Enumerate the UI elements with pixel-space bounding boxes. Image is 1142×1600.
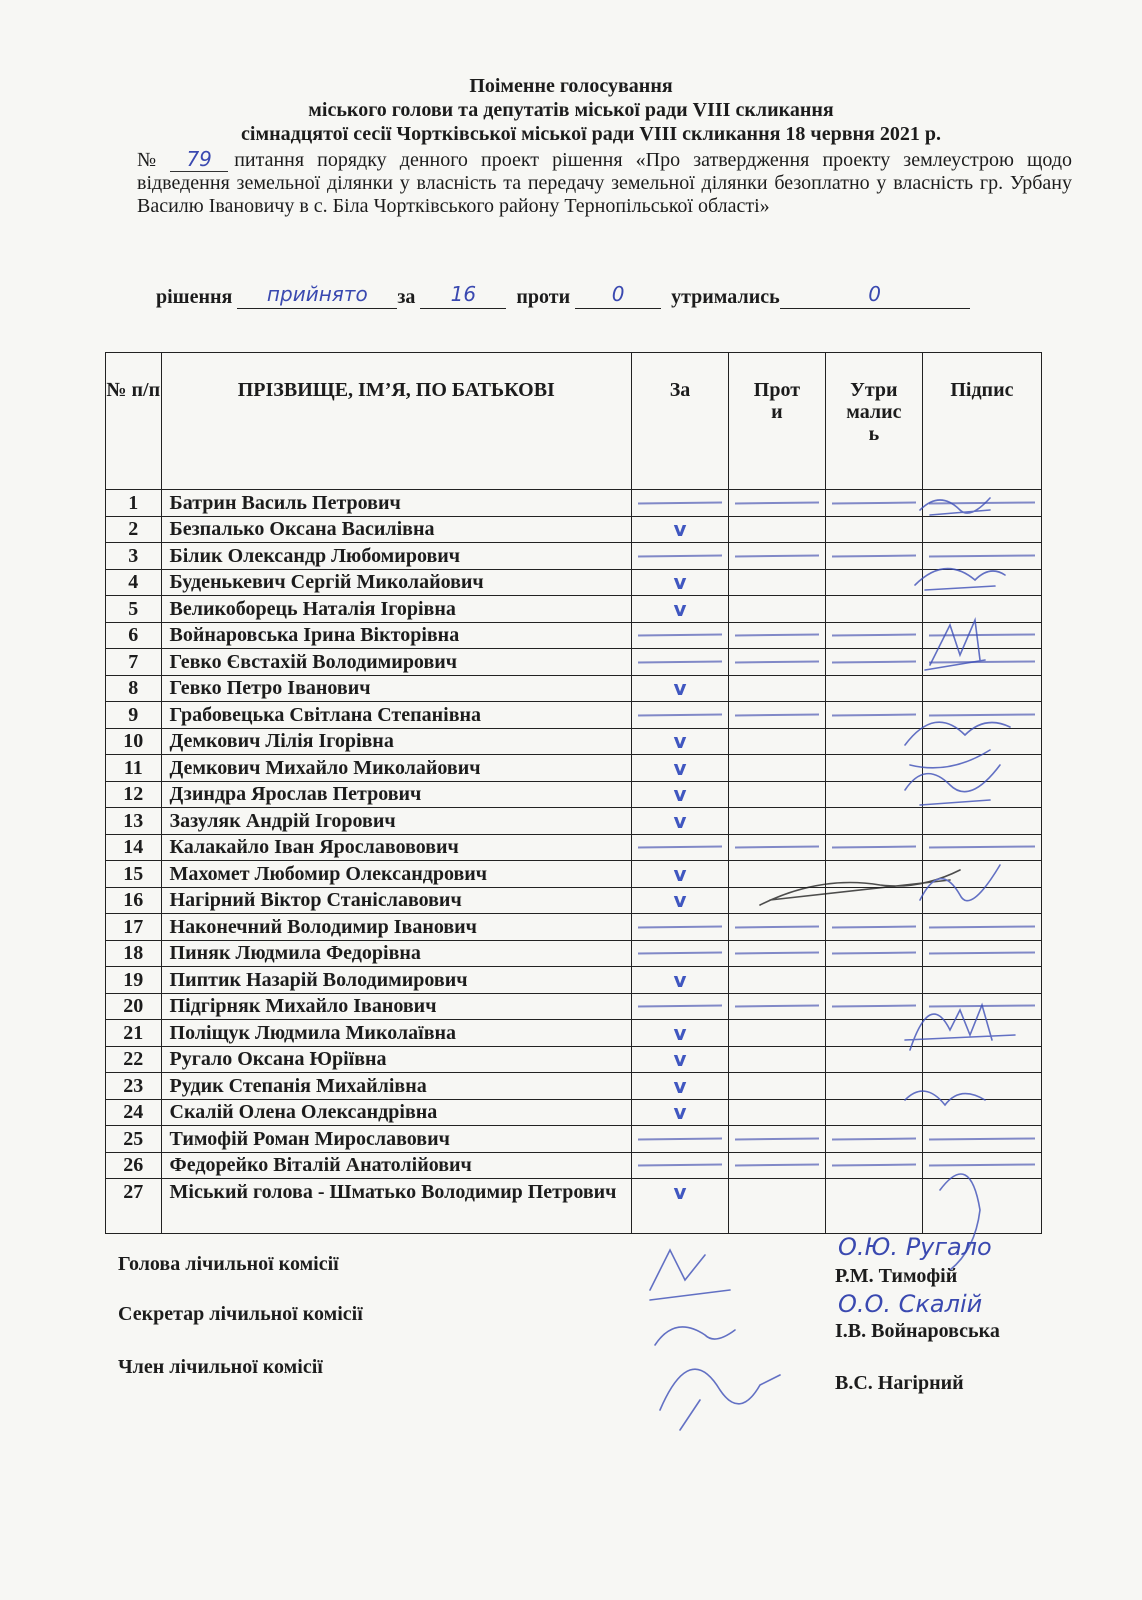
col-name-header: ПРІЗВИЩЕ, ІМ’Я, ПО БАТЬКОВІ — [161, 353, 632, 490]
commission-secretary-label: Секретар лічильної комісії — [118, 1303, 363, 1325]
row-name: Тимофій Роман Мирославович — [161, 1126, 632, 1153]
vote-dash-mark — [832, 1164, 916, 1167]
vote-dash-mark — [832, 713, 916, 716]
vote-check-mark: v — [673, 676, 687, 701]
row-number: 4 — [106, 569, 162, 596]
row-name: Міський голова - Шматько Володимир Петрович — [161, 1179, 632, 1234]
table-row — [106, 1126, 1042, 1153]
vote-check-mark: v — [673, 1180, 687, 1204]
row-number: 20 — [106, 993, 162, 1020]
row-vote-for — [632, 596, 729, 623]
row-signature — [922, 1046, 1041, 1073]
row-vote-abstained — [825, 834, 922, 861]
row-vote-abstained — [825, 861, 922, 888]
row-name: Демкович Михайло Миколайович — [161, 755, 632, 782]
vote-check-mark: v — [673, 517, 687, 542]
row-vote-abstained — [825, 1073, 922, 1100]
row-number: 14 — [106, 834, 162, 861]
row-name: Махомет Любомир Олександрович — [161, 861, 632, 888]
vote-check-mark: v — [673, 967, 687, 992]
commission-secretary-name: І.В. Войнаровська — [835, 1320, 1000, 1342]
vote-dash-mark — [638, 554, 722, 557]
row-vote-against — [728, 967, 825, 994]
votes-table — [105, 352, 1042, 1234]
row-vote-for — [632, 834, 729, 861]
vote-check-mark: v — [673, 1020, 687, 1045]
vote-dash-mark — [638, 952, 722, 955]
row-number: 26 — [106, 1152, 162, 1179]
against-label: проти — [516, 286, 571, 308]
table-row — [106, 543, 1042, 570]
row-signature — [922, 1099, 1041, 1126]
col-signature-header: Підпис — [922, 353, 1041, 490]
row-vote-for — [632, 1046, 729, 1073]
vote-dash-mark — [929, 660, 1035, 663]
table-row — [106, 516, 1042, 543]
row-vote-abstained — [825, 808, 922, 835]
row-vote-for — [632, 940, 729, 967]
vote-dash-mark — [832, 554, 916, 557]
vote-dash-mark — [638, 713, 722, 716]
row-signature — [922, 755, 1041, 782]
row-number: 9 — [106, 702, 162, 729]
vote-dash-mark — [735, 925, 819, 928]
row-name: Безпалько Оксана Василівна — [161, 516, 632, 543]
row-name: Рудик Степанія Михайлівна — [161, 1073, 632, 1100]
col-abstained-header-line2: малис — [846, 401, 902, 423]
row-vote-for — [632, 1020, 729, 1047]
row-vote-abstained — [825, 649, 922, 676]
row-vote-against — [728, 1073, 825, 1100]
row-signature — [922, 834, 1041, 861]
row-number: 5 — [106, 596, 162, 623]
table-row — [106, 808, 1042, 835]
vote-dash-mark — [735, 846, 819, 849]
row-signature — [922, 649, 1041, 676]
row-name: Зазуляк Андрій Ігорович — [161, 808, 632, 835]
table-row — [106, 649, 1042, 676]
row-signature — [922, 1179, 1041, 1234]
row-signature — [922, 781, 1041, 808]
row-signature — [922, 569, 1041, 596]
row-signature — [922, 1073, 1041, 1100]
row-number: 16 — [106, 887, 162, 914]
table-row — [106, 755, 1042, 782]
row-vote-abstained — [825, 1046, 922, 1073]
commission-chair-label: Голова лічильної комісії — [118, 1253, 339, 1275]
row-vote-against — [728, 834, 825, 861]
vote-check-mark: v — [673, 596, 687, 621]
row-name: Калакайло Іван Ярославовович — [161, 834, 632, 861]
row-vote-against — [728, 675, 825, 702]
row-vote-for — [632, 1073, 729, 1100]
row-signature — [922, 887, 1041, 914]
row-vote-for — [632, 569, 729, 596]
table-body — [106, 490, 1042, 1234]
row-name: Ругало Оксана Юріївна — [161, 1046, 632, 1073]
against-count: 0 — [575, 282, 661, 309]
row-signature — [922, 967, 1041, 994]
row-number: 24 — [106, 1099, 162, 1126]
signature-scribble — [655, 1327, 735, 1345]
row-name: Демкович Лілія Ігорівна — [161, 728, 632, 755]
vote-dash-mark — [735, 1005, 819, 1008]
table-row — [106, 967, 1042, 994]
vote-dash-mark — [638, 1005, 722, 1008]
vote-dash-mark — [929, 1005, 1035, 1008]
row-vote-against — [728, 1179, 825, 1234]
row-vote-for — [632, 967, 729, 994]
table-row — [106, 569, 1042, 596]
vote-check-mark: v — [673, 1047, 687, 1072]
row-vote-abstained — [825, 1020, 922, 1047]
vote-dash-mark — [832, 846, 916, 849]
row-signature — [922, 1126, 1041, 1153]
row-vote-against — [728, 728, 825, 755]
table-header-row — [106, 353, 1042, 490]
row-vote-abstained — [825, 1179, 922, 1234]
row-vote-abstained — [825, 702, 922, 729]
row-vote-against — [728, 940, 825, 967]
row-signature — [922, 808, 1041, 835]
row-name: Нагірний Віктор Станіславович — [161, 887, 632, 914]
row-name: Гевко Петро Іванович — [161, 675, 632, 702]
row-vote-against — [728, 1126, 825, 1153]
vote-dash-mark — [929, 846, 1035, 849]
signature-scribble — [660, 1369, 780, 1430]
row-vote-for — [632, 1179, 729, 1234]
for-count: 16 — [420, 282, 506, 309]
vote-dash-mark — [929, 501, 1035, 504]
table-row — [106, 728, 1042, 755]
row-vote-against — [728, 702, 825, 729]
row-vote-abstained — [825, 967, 922, 994]
decision-label: рішення — [156, 286, 233, 308]
commission-member-label: Член лічильної комісії — [118, 1356, 323, 1378]
row-signature — [922, 914, 1041, 941]
row-vote-for — [632, 914, 729, 941]
row-vote-abstained — [825, 1152, 922, 1179]
row-signature — [922, 596, 1041, 623]
table-row — [106, 781, 1042, 808]
row-signature — [922, 490, 1041, 517]
row-vote-against — [728, 649, 825, 676]
row-vote-abstained — [825, 516, 922, 543]
row-vote-for — [632, 622, 729, 649]
vote-dash-mark — [832, 952, 916, 955]
col-num-header: № п/п — [106, 353, 162, 490]
row-vote-against — [728, 596, 825, 623]
row-name: Наконечний Володимир Іванович — [161, 914, 632, 941]
vote-dash-mark — [735, 660, 819, 663]
table-row — [106, 702, 1042, 729]
row-vote-against — [728, 861, 825, 888]
row-number: 15 — [106, 861, 162, 888]
row-vote-abstained — [825, 622, 922, 649]
vote-dash-mark — [735, 501, 819, 504]
row-number: 22 — [106, 1046, 162, 1073]
vote-check-mark: v — [673, 729, 687, 754]
row-vote-abstained — [825, 755, 922, 782]
handwritten-name-1: О.Ю. Ругало — [838, 1233, 992, 1261]
row-vote-for — [632, 993, 729, 1020]
col-abstained-header-line3: ь — [868, 423, 880, 445]
vote-dash-mark — [735, 713, 819, 716]
vote-dash-mark — [735, 1164, 819, 1167]
row-name: Федорейко Віталій Анатолійович — [161, 1152, 632, 1179]
table-row — [106, 490, 1042, 517]
row-name: Войнаровська Ірина Вікторівна — [161, 622, 632, 649]
vote-dash-mark — [638, 925, 722, 928]
row-number: 3 — [106, 543, 162, 570]
row-name: Дзиндра Ярослав Петрович — [161, 781, 632, 808]
row-name: Буденькевич Сергій Миколайович — [161, 569, 632, 596]
row-vote-for — [632, 702, 729, 729]
vote-dash-mark — [638, 501, 722, 504]
agenda-question — [137, 148, 1072, 218]
col-for-header: За — [632, 353, 729, 490]
row-number: 19 — [106, 967, 162, 994]
row-vote-against — [728, 1152, 825, 1179]
row-vote-for — [632, 543, 729, 570]
row-number: 13 — [106, 808, 162, 835]
vote-dash-mark — [735, 634, 819, 637]
row-vote-against — [728, 543, 825, 570]
vote-dash-mark — [929, 952, 1035, 955]
row-signature — [922, 993, 1041, 1020]
row-vote-for — [632, 516, 729, 543]
handwritten-name-2: О.О. Скалій — [838, 1290, 983, 1318]
row-name: Гевко Євстахій Володимирович — [161, 649, 632, 676]
row-number: 7 — [106, 649, 162, 676]
row-vote-against — [728, 914, 825, 941]
vote-check-mark: v — [673, 1073, 687, 1098]
vote-dash-mark — [929, 1164, 1035, 1167]
vote-check-mark: v — [673, 782, 687, 807]
row-vote-for — [632, 755, 729, 782]
col-abstained-header-line1: Утри — [850, 379, 898, 401]
vote-dash-mark — [832, 501, 916, 504]
row-vote-against — [728, 993, 825, 1020]
row-vote-abstained — [825, 940, 922, 967]
row-vote-abstained — [825, 914, 922, 941]
row-signature — [922, 622, 1041, 649]
vote-check-mark: v — [673, 1100, 687, 1125]
doc-title: Поіменне голосування — [469, 75, 673, 97]
row-signature — [922, 1020, 1041, 1047]
row-vote-against — [728, 622, 825, 649]
vote-check-mark: v — [673, 808, 687, 833]
commission-member-name: В.С. Нагірний — [835, 1372, 964, 1394]
vote-dash-mark — [735, 1137, 819, 1140]
decision-result: прийнято — [237, 282, 397, 309]
row-vote-abstained — [825, 596, 922, 623]
abstained-count: 0 — [780, 282, 970, 309]
table-row — [106, 993, 1042, 1020]
table-row — [106, 834, 1042, 861]
row-vote-for — [632, 861, 729, 888]
row-name: Підгірняк Михайло Іванович — [161, 993, 632, 1020]
table-row — [106, 887, 1042, 914]
vote-dash-mark — [638, 1164, 722, 1167]
row-vote-against — [728, 1099, 825, 1126]
row-number: 21 — [106, 1020, 162, 1047]
row-signature — [922, 728, 1041, 755]
decision-line — [156, 282, 1046, 309]
vote-dash-mark — [638, 634, 722, 637]
row-number: 6 — [106, 622, 162, 649]
row-vote-for — [632, 675, 729, 702]
row-vote-for — [632, 490, 729, 517]
row-vote-for — [632, 1126, 729, 1153]
row-signature — [922, 702, 1041, 729]
row-signature — [922, 516, 1041, 543]
question-text: питання порядку денного проект рішення «Про затвердження проекту землеустрою щодо відведення земельної ділянки у власність та передачу земельної ділянки безоплатно у власність гр. Урбану Василю Івановичу в с. Біла Чортківського району Тернопільської області» — [137, 149, 1072, 217]
table-row — [106, 940, 1042, 967]
question-number-prefix: № — [137, 149, 165, 171]
row-signature — [922, 1152, 1041, 1179]
question-number: 79 — [170, 148, 228, 172]
table-row — [106, 861, 1042, 888]
row-vote-abstained — [825, 1126, 922, 1153]
table-row — [106, 1020, 1042, 1047]
row-number: 1 — [106, 490, 162, 517]
row-name: Поліщук Людмила Миколаївна — [161, 1020, 632, 1047]
row-vote-abstained — [825, 569, 922, 596]
table-row — [106, 1179, 1042, 1234]
row-name: Великоборець Наталія Ігорівна — [161, 596, 632, 623]
col-against-header-line2: и — [771, 401, 783, 423]
row-signature — [922, 861, 1041, 888]
row-number: 27 — [106, 1179, 162, 1234]
vote-dash-mark — [832, 634, 916, 637]
col-abstained-header — [825, 353, 922, 490]
row-name: Скалій Олена Олександрівна — [161, 1099, 632, 1126]
row-vote-abstained — [825, 781, 922, 808]
row-vote-against — [728, 755, 825, 782]
vote-dash-mark — [735, 952, 819, 955]
row-vote-abstained — [825, 1099, 922, 1126]
row-vote-for — [632, 649, 729, 676]
vote-dash-mark — [929, 713, 1035, 716]
row-number: 8 — [106, 675, 162, 702]
row-vote-against — [728, 887, 825, 914]
row-number: 2 — [106, 516, 162, 543]
vote-dash-mark — [929, 925, 1035, 928]
row-vote-abstained — [825, 543, 922, 570]
row-signature — [922, 940, 1041, 967]
row-vote-abstained — [825, 490, 922, 517]
table-row — [106, 914, 1042, 941]
row-signature — [922, 543, 1041, 570]
vote-check-mark: v — [673, 570, 687, 595]
vote-dash-mark — [638, 846, 722, 849]
commission-chair-name: Р.М. Тимофій — [835, 1265, 958, 1287]
row-vote-for — [632, 1152, 729, 1179]
vote-dash-mark — [929, 1137, 1035, 1140]
doc-session-line: сімнадцятої сесії Чортківської міської ради VIII скликання 18 червня 2021 р. — [241, 123, 941, 145]
col-against-header — [728, 353, 825, 490]
table-row — [106, 596, 1042, 623]
row-number: 18 — [106, 940, 162, 967]
row-vote-against — [728, 1046, 825, 1073]
row-vote-against — [728, 490, 825, 517]
vote-dash-mark — [638, 660, 722, 663]
table-row — [106, 1073, 1042, 1100]
row-vote-against — [728, 808, 825, 835]
table-row — [106, 1099, 1042, 1126]
row-name: Білик Олександр Любомирович — [161, 543, 632, 570]
vote-dash-mark — [638, 1137, 722, 1140]
row-number: 12 — [106, 781, 162, 808]
table-row — [106, 675, 1042, 702]
row-vote-for — [632, 1099, 729, 1126]
row-vote-abstained — [825, 993, 922, 1020]
vote-check-mark: v — [673, 888, 687, 913]
row-vote-abstained — [825, 887, 922, 914]
table-row — [106, 622, 1042, 649]
row-number: 17 — [106, 914, 162, 941]
vote-check-mark: v — [673, 755, 687, 780]
row-vote-for — [632, 781, 729, 808]
vote-dash-mark — [832, 1137, 916, 1140]
vote-dash-mark — [832, 925, 916, 928]
table-row — [106, 1046, 1042, 1073]
row-vote-against — [728, 516, 825, 543]
row-name: Батрин Василь Петрович — [161, 490, 632, 517]
vote-dash-mark — [735, 554, 819, 557]
doc-subtitle: міського голови та депутатів міської ради VIII скликання — [308, 99, 834, 121]
row-vote-against — [728, 569, 825, 596]
abstained-label: утримались — [671, 286, 780, 308]
row-vote-for — [632, 728, 729, 755]
row-name: Грабовецька Світлана Степанівна — [161, 702, 632, 729]
row-number: 10 — [106, 728, 162, 755]
row-vote-against — [728, 781, 825, 808]
row-name: Пиптик Назарій Володимирович — [161, 967, 632, 994]
row-vote-against — [728, 1020, 825, 1047]
row-name: Пиняк Людмила Федорівна — [161, 940, 632, 967]
row-vote-abstained — [825, 728, 922, 755]
col-against-header-line1: Прот — [753, 379, 801, 401]
vote-dash-mark — [832, 660, 916, 663]
vote-dash-mark — [929, 634, 1035, 637]
row-signature — [922, 675, 1041, 702]
row-number: 23 — [106, 1073, 162, 1100]
table-row — [106, 1152, 1042, 1179]
row-vote-for — [632, 887, 729, 914]
signature-scribble — [650, 1250, 730, 1300]
row-vote-for — [632, 808, 729, 835]
row-vote-abstained — [825, 675, 922, 702]
vote-check-mark: v — [673, 861, 687, 886]
vote-dash-mark — [929, 554, 1035, 557]
row-number: 11 — [106, 755, 162, 782]
vote-dash-mark — [832, 1005, 916, 1008]
for-label: за — [397, 286, 416, 308]
row-number: 25 — [106, 1126, 162, 1153]
